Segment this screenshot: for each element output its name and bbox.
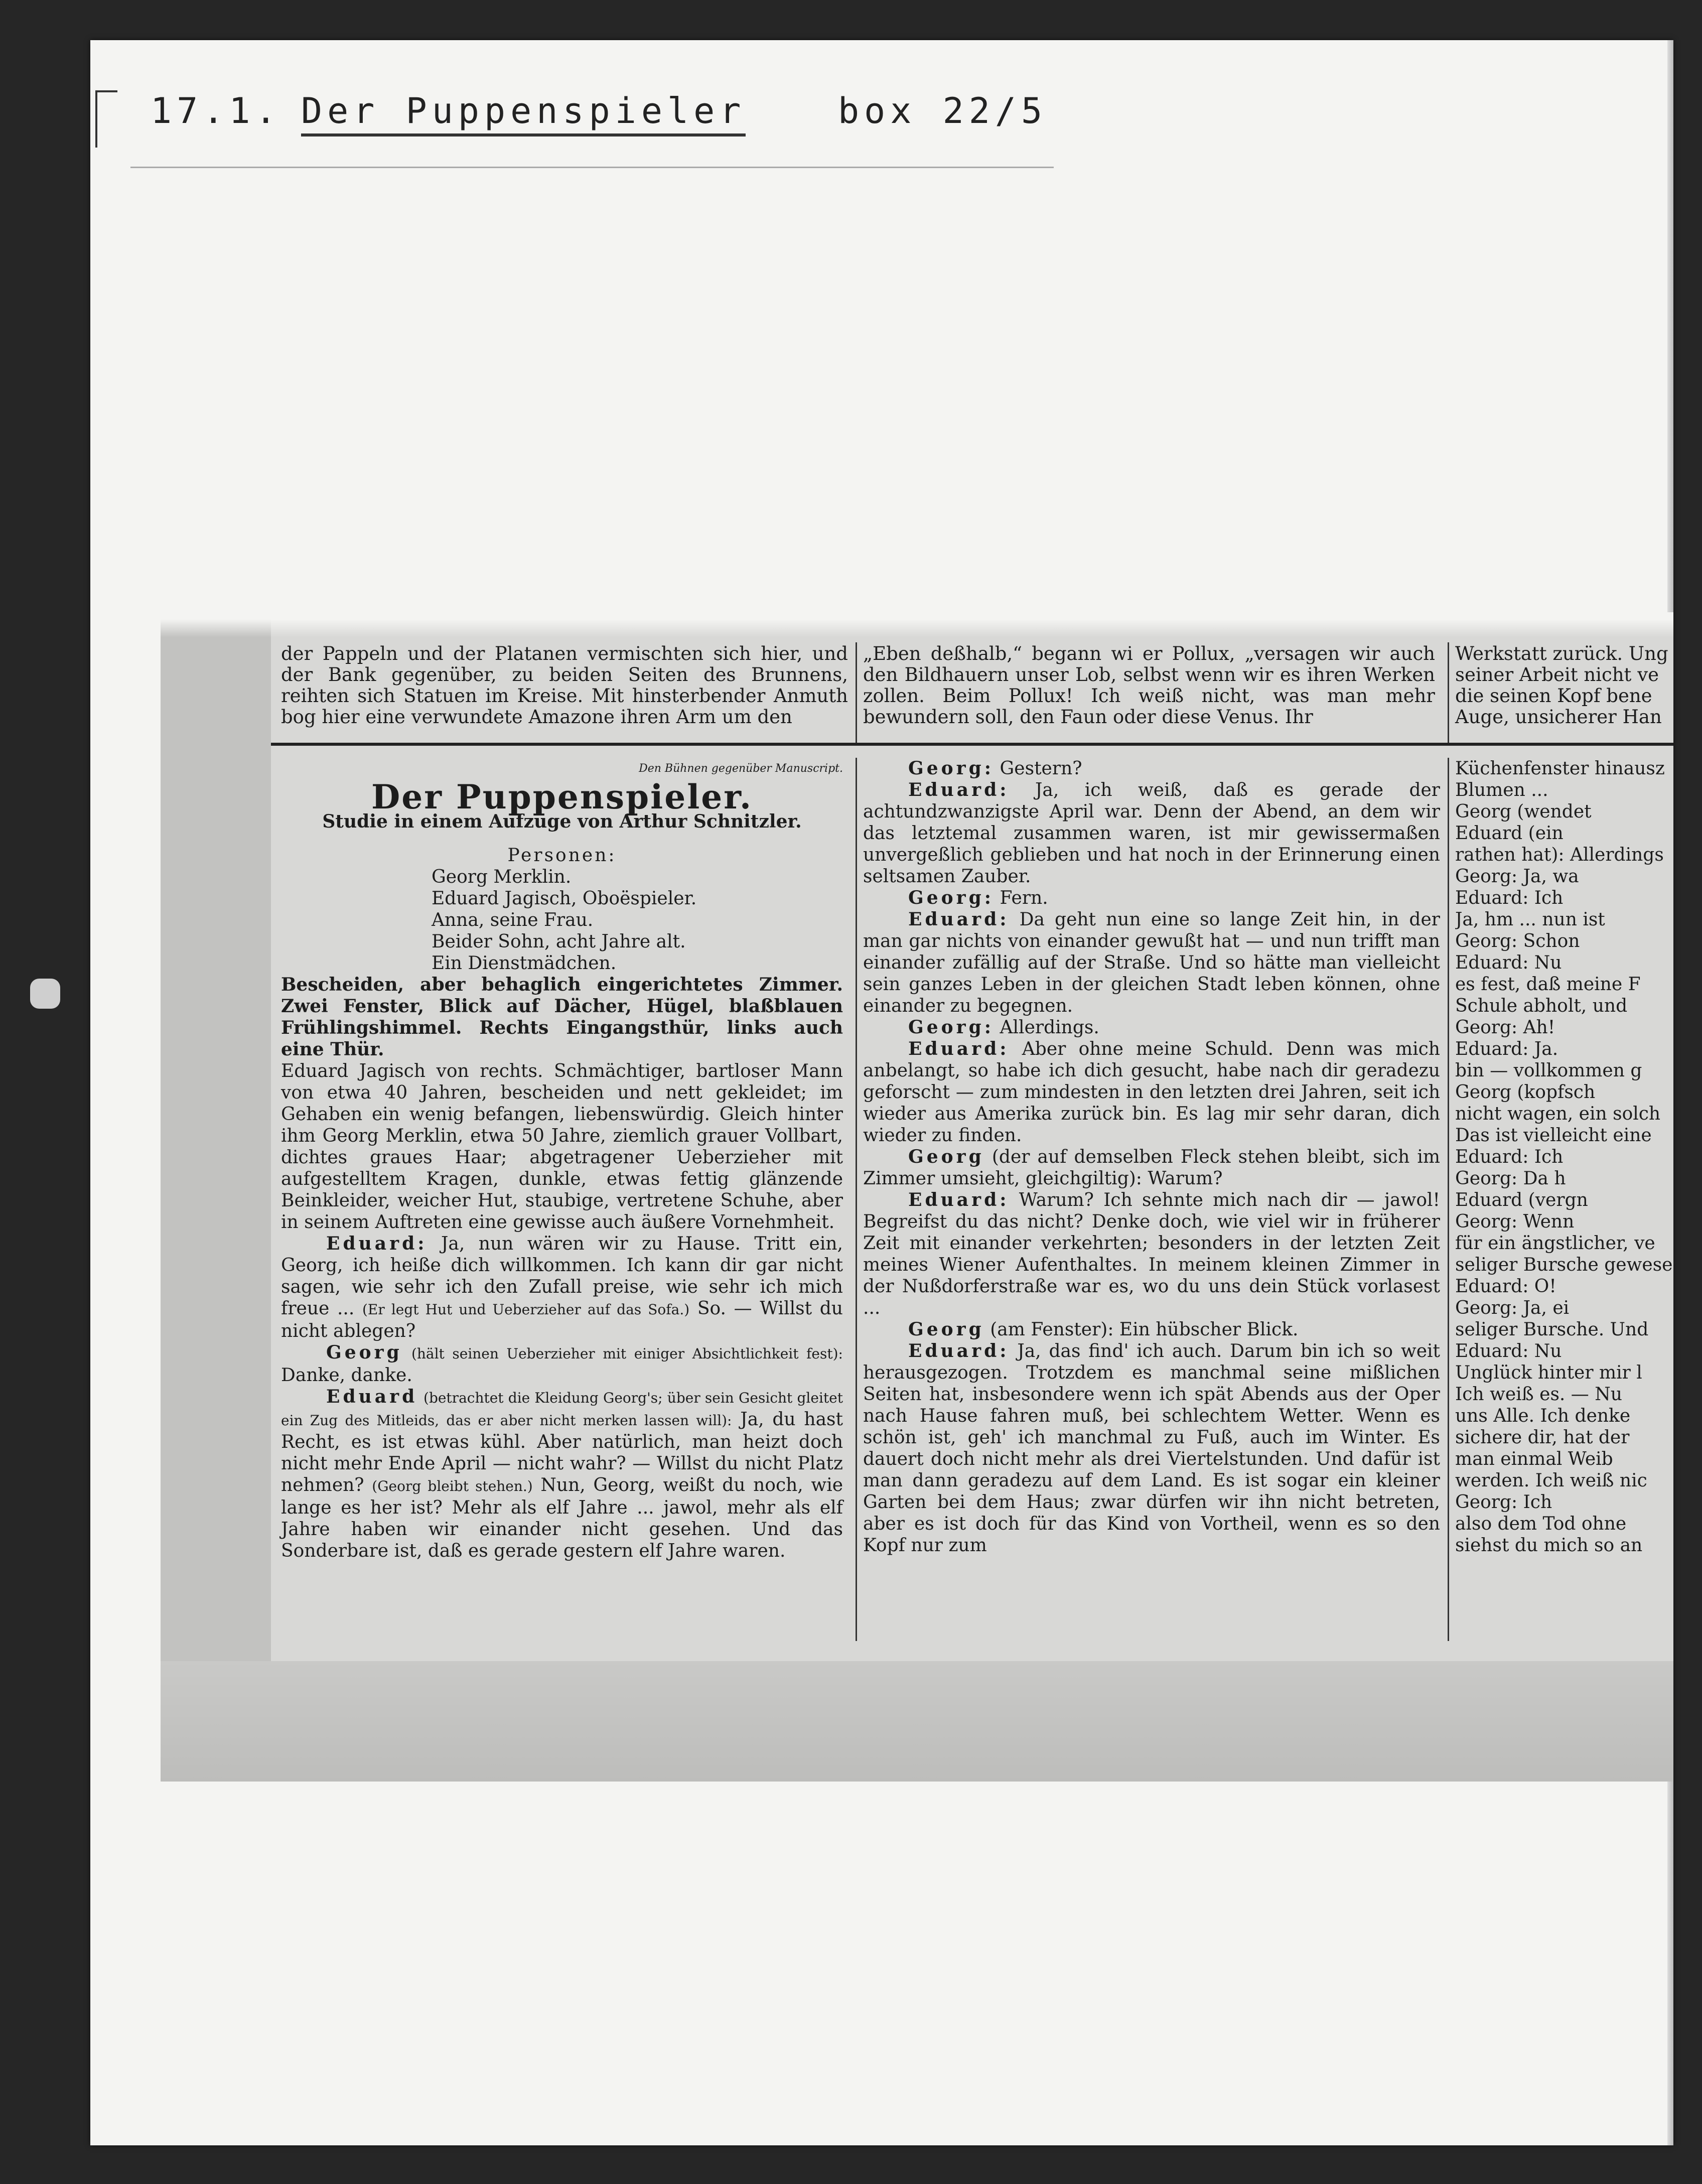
dialog-line: Eduard: Ja, ich weiß, daß es gerade der achtundzwanzigste April war. Denn der Abend, an dem wir das letztemal zusammen waren, ist mir gewissermaßen unvergeßlich geblieben und hat noch in der Erinnerung einen seltsamen Zauber.: [863, 779, 1441, 887]
dialog-line: Georg: Fern.: [908, 887, 1048, 908]
text-line: Georg: Ja, wa: [1455, 866, 1579, 887]
archive-sheet: [90, 40, 1673, 2145]
column-header-rule: [271, 743, 1673, 746]
speaker: Georg: [908, 1146, 984, 1167]
person-entry: Beider Sohn, acht Jahre alt.: [432, 931, 686, 952]
text-line: für ein ängstlicher, ve: [1455, 1233, 1655, 1254]
top-strip-col2: „Eben deßhalb,“ begann wi er Pollux, „versagen wir auch den Bildhauern unser Lob, selbst wenn wir es ihren Werken zollen. Beim Pollux! Ich weiß nicht, was man mehr bewundern soll, den Faun oder diese Venus. Ihr: [863, 643, 1435, 728]
text-line: Eduard (ein: [1455, 823, 1564, 844]
column-divider: [856, 758, 857, 1641]
speaker: Georg: [908, 1319, 984, 1340]
stage-direction: (betrachtet die Kleidung Georg's; über sein Gesicht gleitet ein Zug des Mitleids, das er aber nicht merken lassen will):: [281, 1390, 843, 1429]
dialog-line: Eduard: Da geht nun eine so lange Zeit hin, in der man gar nichts von einander gewußt hat — und nun trifft man einander zufällig auf der Straße. Und so hätte man vielleicht sein ganzes Leben in der gleichen Stadt leben können, ohne einander zu begegnen.: [863, 909, 1440, 1016]
stage-direction: (Georg bleibt stehen.): [372, 1478, 533, 1494]
article-column-1: [281, 758, 843, 1562]
person-entry: Georg Merklin.: [432, 867, 572, 887]
speaker: Georg:: [908, 758, 995, 779]
text-line: Eduard: Nu: [1455, 1341, 1562, 1361]
text-line: bin — vollkommen g: [1455, 1060, 1642, 1081]
header-box-label: box 22/5: [838, 90, 1048, 131]
persons-list: [281, 866, 843, 974]
dialog-line: Eduard: Ja, das find' ich auch. Darum bin ich so weit herausgezogen. Trotzdem es manchmal seine mißlichen Seiten hat, insbesondere wenn ich spät Abends aus der Oper nach Hause fahren muß, bei schlechtem Wetter. Wenn es schön ist, geh' ich manchmal zu Fuß, auch im Winter. Es dauert doch nicht mehr als drei Viertelstunden. Und dafür ist man dann geradezu auf dem Land. Es ist sogar ein kleiner Garten bei dem Haus; zwar dürfen wir ihn nicht betreten, aber es ist doch für das Kind von Vortheil, wenn es so den Kopf nur zum: [863, 1340, 1440, 1556]
text-line: siehst du mich so an: [1455, 1535, 1643, 1556]
dialog-line: Georg (hält seinen Ueberzieher mit einiger Absichtlichkeit fest): Danke, danke.: [281, 1342, 843, 1386]
text-line: Eduard: Ja.: [1455, 1039, 1558, 1059]
text-line: Schule abholt, und: [1455, 996, 1628, 1016]
header-title: Der Puppenspieler: [301, 90, 746, 136]
article-column-2: [863, 758, 1440, 1556]
dialog-line: Georg: Allerdings.: [908, 1017, 1099, 1038]
speaker: Eduard:: [908, 1340, 1010, 1361]
text-line: Georg: Schon: [1455, 931, 1580, 951]
text-line: Ich weiß es. — Nu: [1455, 1384, 1622, 1405]
speaker: Georg:: [908, 887, 995, 908]
text-line: man einmal Weib: [1455, 1449, 1613, 1469]
person-entry: Anna, seine Frau.: [432, 910, 594, 930]
speaker: Eduard:: [326, 1233, 428, 1254]
text-line: Das ist vielleicht eine: [1455, 1125, 1652, 1146]
text-line: Georg: Ah!: [1455, 1017, 1555, 1038]
text-line: seliger Bursche gewese: [1455, 1255, 1673, 1275]
speaker: Eduard: [326, 1386, 418, 1407]
speaker: Eduard:: [908, 1189, 1010, 1210]
stage-setting: Bescheiden, aber behaglich eingerichtetes Zimmer. Zwei Fenster, Blick auf Dächer, Hügel, blaßblauen Frühlingshimmel. Rechts Eingangsthür, links auch eine Thür.: [281, 974, 843, 1060]
text-line: uns Alle. Ich denke: [1455, 1406, 1631, 1426]
persons-heading: Personen:: [507, 845, 617, 866]
text-line: nicht wagen, ein solch: [1455, 1104, 1661, 1124]
top-strip-col3: Werkstatt zurück. Ung seiner Arbeit nicht ve die seinen Kopf bene Auge, unsicherer Han: [1455, 643, 1668, 728]
speaker: Eduard:: [908, 1038, 1010, 1059]
text-line: Eduard: Ich: [1455, 1147, 1564, 1167]
person-entry: Eduard Jagisch, Oboëspieler.: [432, 888, 697, 909]
speaker: Eduard:: [908, 779, 1010, 800]
text-line: Georg (kopfsch: [1455, 1082, 1596, 1103]
archive-header: [90, 40, 1673, 171]
play-subtitle: Studie in einem Aufzuge von Arthur Schnitzler.: [322, 811, 802, 832]
torn-edge: [161, 612, 1673, 637]
play-title: Der Puppenspieler.: [371, 777, 753, 816]
stage-direction: (hält seinen Ueberzieher mit einiger Absichtlichkeit fest):: [411, 1345, 843, 1362]
text-line: Georg: Wenn: [1455, 1211, 1575, 1232]
clipping-margin: [161, 612, 271, 1782]
text-line: Eduard (vergn: [1455, 1190, 1588, 1210]
top-strip-col1: der Pappeln und der Platanen vermischten sich hier, und der Bank gegenüber, zu beiden Seiten des Brunnens, reihten sich Statuen im Kreise. Mit hinsterbender Anmuth bog hier eine verwundete Amazone ihren Arm um den: [281, 643, 848, 728]
text-line: Eduard: O!: [1455, 1276, 1556, 1297]
text-line: Blumen ...: [1455, 780, 1548, 800]
text-line: Küchenfenster hinausz: [1455, 758, 1665, 779]
person-entry: Ein Dienstmädchen.: [432, 953, 617, 974]
text-line: rathen hat): Allerdings: [1455, 845, 1664, 865]
dialog-line: Georg (der auf demselben Fleck stehen bleibt, sich im Zimmer umsieht, gleichgiltig): Warum?: [863, 1146, 1440, 1189]
text-line: sichere dir, hat der: [1455, 1427, 1630, 1448]
text-line: Eduard: Ich: [1455, 888, 1564, 908]
article-column-3: [1455, 758, 1673, 1556]
manuscript-note: Den Bühnen gegenüber Manuscript.: [639, 762, 843, 775]
dialog-line: Eduard: Ja, nun wären wir zu Hause. Tritt ein, Georg, ich heiße dich willkommen. Ich kann dir gar nicht sagen, wie sehr ich den Zufall preise, wie sehr ich mich freue ... (Er legt Hut und Ueberzieher auf das Sofa.) So. — Willst du nicht ablegen?: [281, 1233, 843, 1341]
dialog-line: Georg: Gestern?: [908, 758, 1082, 779]
text-line: Georg (wendet: [1455, 801, 1592, 822]
stage-direction: (Er legt Hut und Ueberzieher auf das Sofa.): [362, 1301, 690, 1318]
ink-blot-mark: [30, 979, 60, 1009]
header-number: 17.1.: [151, 90, 281, 131]
text-line: Ja, hm ... nun ist: [1455, 909, 1605, 930]
dialog-line: Eduard (betrachtet die Kleidung Georg's; über sein Gesicht gleitet ein Zug des Mitleids, das er aber nicht merken lassen will): Ja, du hast Recht, es ist etwas kühl. Aber natürlich, man heizt doch nicht mehr Ende April — nicht wahr? — Willst du nicht Platz nehmen? (Georg bleibt stehen.) Nun, Georg, weißt du noch, wie lange es her ist? Mehr als elf Jahre ... jawol, mehr als elf Jahre haben wir einander nicht gesehen. Und das Sonderbare ist, daß es gerade gestern elf Jahre waren.: [281, 1386, 843, 1561]
speaker: Georg: [326, 1342, 402, 1363]
text-line: Unglück hinter mir l: [1455, 1362, 1642, 1383]
newspaper-clipping: [161, 612, 1673, 1782]
column-divider: [1448, 758, 1449, 1641]
speaker: Eduard:: [908, 909, 1010, 930]
column-divider: [856, 642, 857, 743]
header-rule: [130, 167, 1054, 168]
text-line: Georg: Ich: [1455, 1492, 1552, 1513]
speaker: Georg:: [908, 1017, 995, 1038]
dialog-line: Georg (am Fenster): Ein hübscher Blick.: [908, 1319, 1299, 1340]
text-line: Eduard: Nu: [1455, 952, 1562, 973]
clipping-bottom-margin: [161, 1661, 1673, 1782]
text-line: seliger Bursche. Und: [1455, 1319, 1649, 1340]
text-line: es fest, daß meine F: [1455, 974, 1641, 995]
text-line: also dem Tod ohne: [1455, 1514, 1627, 1534]
text-line: Georg: Ja, ei: [1455, 1298, 1570, 1318]
column-divider: [1448, 642, 1449, 743]
text-line: Georg: Da h: [1455, 1168, 1566, 1189]
text-line: werden. Ich weiß nic: [1455, 1470, 1647, 1491]
stage-intro: Eduard Jagisch von rechts. Schmächtiger, bartloser Mann von etwa 40 Jahren, bescheiden und nett gekleidet; im Gehaben ein wenig befangen, liebenswürdig. Gleich hinter ihm Georg Merklin, etwa 50 Jahre, ziemlich grauer Vollbart, dichtes graues Haar; abgetragener Ueberzieher mit aufgestelltem Kragen, dunkle, etwas fettig glänzende Beinkleider, weicher Hut, staubige, vertretene Schuhe, aber in seinem Auftreten eine gewisse auch äußere Vornehmheit.: [281, 1061, 843, 1233]
dialog-line: Eduard: Warum? Ich sehnte mich nach dir — jawol! Begreifst du das nicht? Denke doch, wie viel wir in früherer Zeit mit einander verkehrten; besonders in der letzten Zeit meines Wiener Aufenthaltes. In meinem kleinen Zimmer in der Nußdorferstraße war es, wo du uns dein Stück vorlasest ...: [863, 1189, 1440, 1318]
dialog-line: Eduard: Aber ohne meine Schuld. Denn was mich anbelangt, so habe ich dich gesucht, habe nach dir geradezu geforscht — zum mindesten in den letzten drei Jahren, seit ich wieder aus Amerika zurück bin. Es lag mir sehr daran, dich wieder zu finden.: [863, 1038, 1440, 1146]
